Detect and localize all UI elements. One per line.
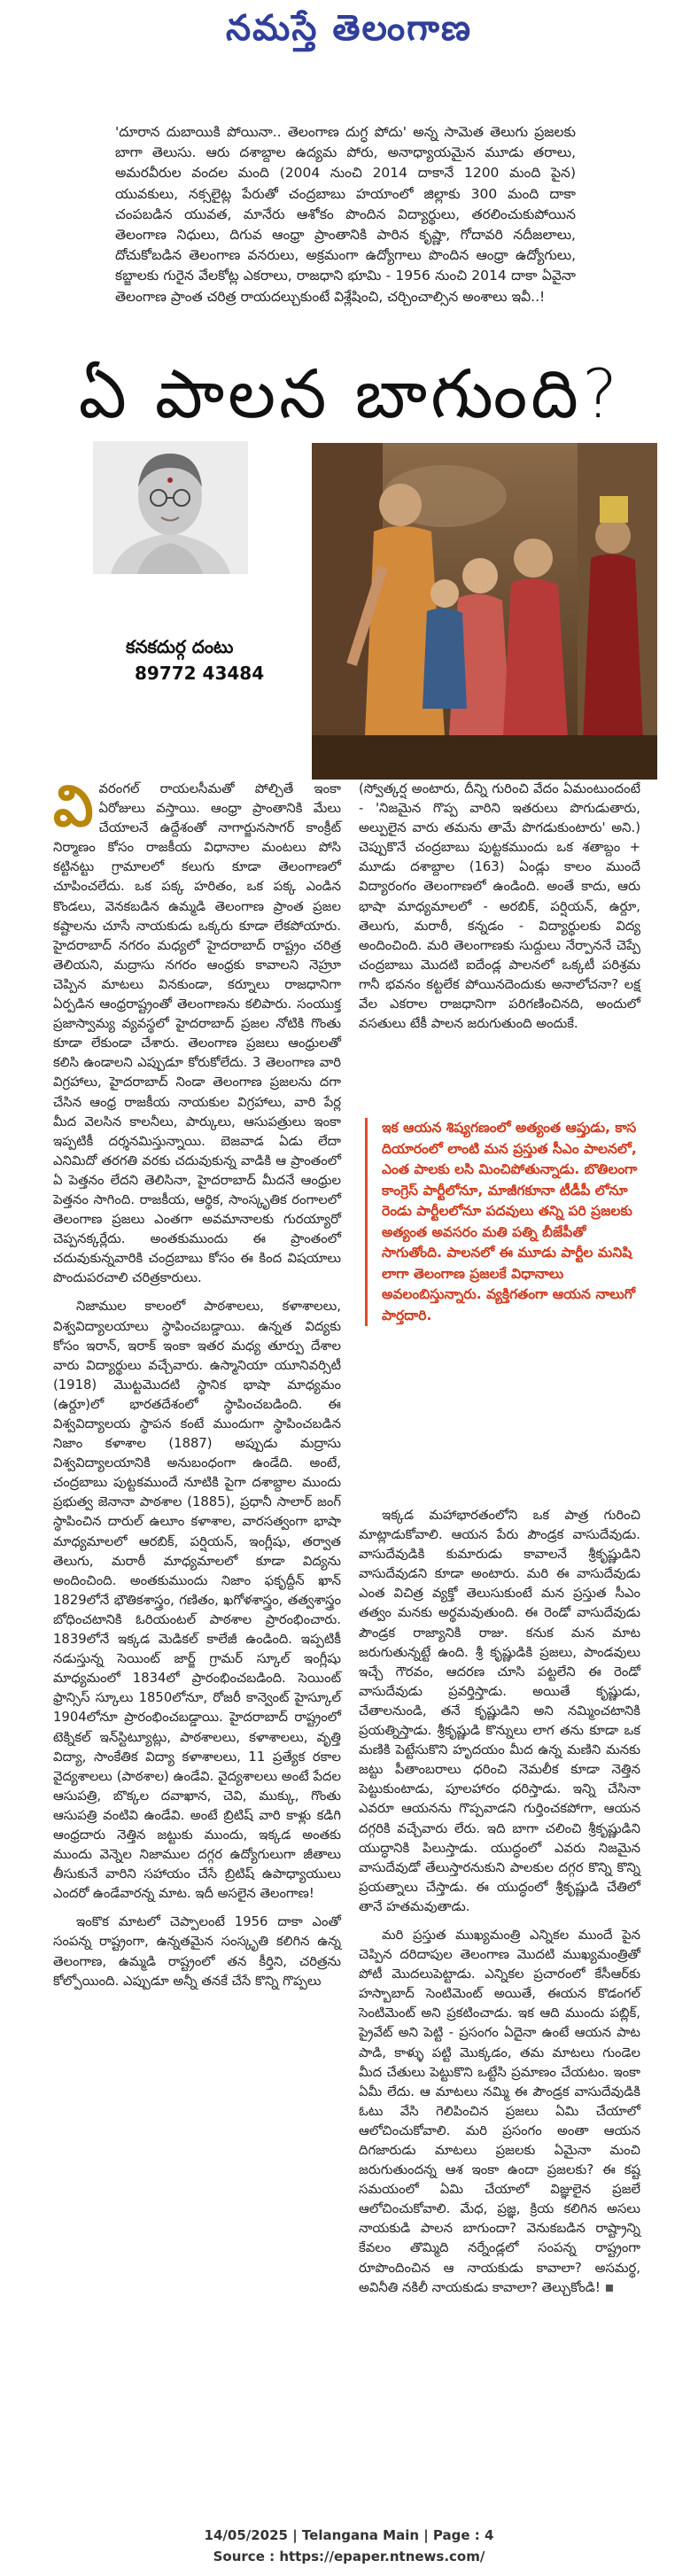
- article-headline: ఏ పాలన బాగుంది?: [78, 354, 622, 433]
- article-paragraph: ఇక్కడ మహాభారతంలోని ఒక పాత్ర గురించి మాట్లాడుకోవాలి. ఆయన పేరు పౌండ్రక వాసుదేవుడు. వాసుదేవుడికి కుమారుడు కావాలనే శ్రీకృష్ణుడిని వాసుదేవుడని కూడా అంటారు. మరి ఈ వాసుదేవుడు ఎంత విచిత్ర వ్యక్తో తెలుసుకుంటే మన ప్రస్తుత సీఎం తత్వం మనకు అర్థమవుతుంది. ఈ రెండో వాసుదేవుడు పౌండ్రక రాజ్యానికి రాజు. కనుక మన మాట జరుగుతున్నట్టే ఉంది. శ్రీ కృష్ణుడికి ప్రజలు, పాండవులు ఇచ్చే గౌరవం, ఆదరణ చూసి పట్టలేని ఈ రెండో వాసుదేవుడు ప్రవర్తిస్తాడు. అయితే కృష్ణుడు, చేతాలనుండి, తనే కృష్ణుడిని అని నమ్మించటానికి ప్రయత్నిస్తాడు. శ్రీకృష్ణుడి కొన్నులు లాగ తను కూడా ఒక మణికి పెట్టేసుకొని హృదయం మీద ఉన్న మణిని మనకు జట్టు పీతాంబరాలు ధరించి నెమలీక కూడా నెత్తిన పెట్టుకుంటాడు, పూలహారం ధరిస్తాడు. ఇన్ని చేసినా ఎవరూ ఆయనను గొప్పవాడని గుర్తించకపోగా, ఆయన దగ్గరికి వచ్చేవారు లేరు. ఇది బాగా చలించి శ్రీకృష్ణుడిని యుద్ధానికి పిలుస్తాడు. యుద్ధంలో ఎవరు నిజమైన వాసుదేవుడో తేలుస్తారనుకుని పాలకుల దగ్గర కొన్ని కొన్ని ప్రయత్నాలు చేస్తాడు. ఈ యుద్ధంలో శ్రీకృష్ణుడి చేతిలో తానే హతమవుతాడు.: [359, 1508, 640, 1914]
- article-paragraph: ఇంకొక మాటలో చెప్పాలంటే 1956 దాకా ఎంతో సంపన్న రాష్ట్రంగా, ఉన్నతమైన సంస్కృతి కలిగిన ఉన్న తెలంగాణ, ఉమ్మడి రాష్ట్రంలో తన కీర్తిని, చరిత్రను కోల్పోయింది. ఎప్పుడూ అన్నీ తనకే చేసే కొన్ని గొప్పలు: [53, 1914, 341, 1989]
- dropcap-letter: వి: [53, 773, 94, 840]
- author-portrait-illustration: [93, 441, 248, 574]
- painting-illustration: [312, 443, 657, 780]
- article-paragraph: నిజాముల కాలంలో పాఠశాలలు, కళాశాలలు, విశ్వవిద్యాలయాలు స్థాపించబడ్డాయి. ఉన్నత విద్యకు కోసం ఇరాన్, ఇరాక్ ఇంకా ఇతర మధ్య తూర్పు దేశాల వారు విద్యార్థులు వచ్చేవారు. ఉస్మానియా యూనివర్సిటీ (1918) మొట్టమొదటి స్థానిక భాషా మాధ్యమం (ఉర్దూ)లో భారతదేశంలో స్థాపించబడింది. ఈ విశ్వవిద్యాలయ స్థాపన కంటే ముందుగా స్థాపించబడిన నిజాం కళాశాల (1887) అప్పుడు మద్రాసు విశ్వవిద్యాలయానికి అనుబంధంగా ఉండేది. అంటే, చంద్రబాబు పుట్టకముందే నూటికి పైగా దశాబ్దాల ముందు ప్రభుత్వ జెనానా పాఠశాల (1885), ప్రధానీ సాలార్ జంగ్ స్థాపించిన దారుల్ ఉలూం కళాశాల, వారసత్వంగా భాషా మాధ్యమాలలో ఆరబిక్, పర్షియన్, ఇంగ్లీషు, తర్వాత తెలుగు, మరాఠీ మాధ్యమాలలో కూడా విద్యను అందించింది. అంతకుముందు నిజాం ఫకృద్దీన్ ఖాన్ 1829లోనే భౌతికశాస్త్రం, గణితం, ఖగోళశాస్త్రం, తత్వశాస్త్రం బోధించటానికి ఓరియంటల్ పాఠశాల ప్రారంభించారు. 1839లోనే ఇక్కడ మెడికల్ కాలేజీ ఉండింది. ఇప్పటికీ నడుస్తున్న సెయింట్ జార్జ్ గ్రామర్ స్కూల్ ఇంగ్లీషు మాధ్యమంలో 1834లో ప్రారంభించబడింది. సెయింట్ ఫ్రాన్సిస్ స్కూలు 1850లోనూ, రోజరీ కాన్వెంట్ హైస్కూల్ 1904లోనూ ప్రారంభించబడ్డాయి. హైదరాబాద్ రాష్ట్రంలో టెక్నికల్ ఇన్‌స్టిట్యూట్లు, పాఠశాలలు, కళాశాలలు, వృత్తి విద్యా, సాంకేతిక విద్యా కళాశాలలు, 11 ప్రత్యేక రకాల వైద్యశాలలు (పాఠశాల) ఉండేవి. వైద్యశాలలు అంటే పేదల ఆసుపత్రి, బొక్కల దవాఖాన, చెవి, ముక్కు, గొంతు ఆసుపత్రి వంటివి ఉండేవి. అంటే బ్రిటిష్ వారి కాళ్లు కడిగి ఆంధ్రదారు నెత్తిన జట్టుకు ముందు, ఇక్కడ అంతకు ముందు వెన్నెల నిజాముల దగ్గర ఉద్యోగులుగా జీతాలు తీసుకునే వారిని సహాయం చేసే బ్రిటిష్ ఉపాధ్యాయులు ఎందరో ఉండేవారన్న మాట. ఇదీ అసలైన తెలంగాణ!: [53, 1299, 341, 1902]
- end-of-article-icon: [606, 2285, 613, 2292]
- author-name: కనకదుర్గ దంటు: [126, 636, 234, 657]
- article-paragraph: [53, 773, 341, 1288]
- footer-source-link[interactable]: Source : https://epaper.ntnews.com/: [213, 2549, 485, 2564]
- article-paragraph: (స్వోత్కర్ష అంటారు, దీన్ని గురించి వేదం ఏమంటుందంటే - 'నిజమైన గొప్ప వారిని ఇతరులు పొగుడుతారు, అల్పులైన వారు తమను తామే పొగడుకుంటారు' అని.) చెప్పుకొనే చంద్రబాబు పుట్టకముందు ఒక శతాబ్దం + మూడు దశాబ్దాల (163) ఏండ్లు కాలం ముందే విద్యారంగం తెలంగాణలో ఉండింది. అంతే కాదు, ఆరు భాషా మాధ్యమాలలో - అరబిక్, పర్షియన్, ఉర్దూ, తెలుగు, మరాఠీ, కన్నడం - విద్యార్థులకు విద్య అందించింది. మరి తెలంగాణకు సుద్దులు నేర్పాననే చెప్పే చంద్రబాబు మొదటి ఐదేండ్ల పాలనలో ఒక్కటీ పరిశ్రమ గానీ భవనం కట్టలేక పోయినదెందుకు అనాలోచనా? లక్ష వేల ఎకరాల రాజధానిగా పరిగణించినది, అందులో వసతులు టేకీ పాలన జరుగుతుంది అందుకే.: [359, 781, 640, 1032]
- pull-quote: ఇక ఆయన శిష్యగణంలో అత్యంత ఆప్తుడు, కాస దియారంలో లాంటి మన ప్రస్తుత సీఎం పాలనలో, ఎంత పాలకు లసి మించిపోతున్నాడు. బొతిలంగా కాంగ్రెస్ పార్టీలోనూ, మాజీగకూనా టీడీపీ లోనూ రెండు పార్టీలలోనూ పదవులు తన్ని పరి ప్రజలకు అత్యంత అవసరం మతి పత్ని బీజేపీతో సాగుతోంది. పాలనలో ఈ మూడు పార్టీల మనిషి లాగా తెలంగాణ ప్రజలకే విధానాలు అవలంబిస్తున్నారు. వ్యక్తిగతంగా ఆయన నాలుగో పార్తదారి.: [365, 1118, 646, 1326]
- article-paragraph: [359, 1926, 640, 2298]
- author-photo: [93, 441, 248, 574]
- author-phone: 89772 43484: [135, 663, 265, 684]
- article-column-left: [53, 773, 341, 2000]
- paragraph-text: మరి ప్రస్తుత ముఖ్యమంత్రి ఎన్నికల ముందే పైన చెప్పిన దరిదాపుల తెలంగాణ మొదటి ముఖ్యమంత్రితో పోటీ మొదలుపెట్టాడు. ఎన్నికల ప్రచారంలో కేసీఆర్‌కు హస్బాబాద్ సెంటిమెంట్ అయితే, ఈయన కొడంగల్ సెంటిమెంట్ అని ప్రకటించాడు. ఇక ఆది ముందు పబ్లిక్, ప్రైవేట్ అని పెట్టి - ప్రసంగం ఏదైనా ఉంటే ఆయన పాట పాడి, కాళ్ళు పట్టి మొక్కడం, తమ మాటలు గుండెల మీద చేతులు పెట్టుకొని ఒట్టేసి ప్రమాణం చేయటం. ఇంకా ఏమీ లేదు. ఆ మాటలు నమ్మి ఈ పౌండ్రక వాసుదేవుడికి ఓటు వేసి గెలిపించిన ప్రజలు ఏమి చేయాలో ఆలోచించుకోవాలి. మరి ప్రసంగం అంతా ఆయన దిగజారుడు మాటలు ప్రజలకు ఏమైనా మంచి జరుగుతుందన్న ఆశ ఇంకా ఉందా ప్రజలకు? ఈ కష్ట సమయంలో ఏమి చేయాలో విజ్ఞులైన ప్రజలే ఆలోచించుకోవాలి. మేధ, ప్రజ్ఞ, క్రియ కలిగిన అసలు నాయకుడి పాలన బాగుందా? వెనుకబడిన రాష్ట్రాన్ని కేవలం తొమ్మిది నర్నేండ్లలో సంపన్న రాష్ట్రంగా రూపొందించిన ఆ నాయకుడు కావాలా? అసమర్థ, అవినీతి నకిలీ నాయకుడు కావాలా? తెల్చుకోండి!: [359, 1927, 640, 2295]
- intro-paragraph: 'దూరాన దుబాయికి పోయినా.. తెలంగాణ దుగ్ధ పోదు' అన్న సామెత తెలుగు ప్రజలకు బాగా తెలుసు. ఆరు దశాబ్దాల ఉద్యమ పోరు, అనాధ్యాయమైన మూడు తరాలు, అమరవీరుల వందల మంది (2004 నుంచి 2014 దాకానే 1200 మంది పైన) యువకులు, నక్సలైట్ల పేరుతో చంద్రబాబు హయాంలో జిల్లాకు 300 మంది దాకా చంపబడిన యువత, మానేరు ఆశోకం పొందిన విద్యార్థులు, తరలించుకుపోయిన తెలంగాణ నిధులు, దిగువ ఆంధ్రా ప్రాంతానికి పారిన కృష్ణా, గోదావరి నదీజలాలు, దోచుకోబడిన తెలంగాణ వనరులు, అక్రమంగా ఉద్యోగాలు పొందిన ఆంధ్రా ఉద్యోగులు, కబ్జాలకు గురైన వేలకోట్ల ఎకరాలు, రాజధాని భూమి - 1956 నుంచి 2014 దాకా ఏవైనా తెలంగాణ ప్రాంత చరిత్ర రాయదల్చుకుంటే విశ్లేషించి, చర్చించాల్సిన అంశాలు ఇవీ..!: [115, 124, 576, 305]
- masthead-logo: నమస్తే తెలంగాణ: [225, 7, 473, 49]
- mythology-painting: [312, 443, 657, 780]
- paragraph-text: వరంగల్ రాయలసీమతో పోల్చితే ఇంకా ఏరోజులు వస్తాయి. ఆంధ్రా ప్రాంతానికి మేలు చేయాలనే ఉద్దేశంతో నాగార్జునసాగర్ కాంక్రీట్ నిర్మాణం కోసం రాజకీయ విధానాల మంటలు పోసి కట్టినట్టు గ్రామాలలో కలుగు కూడా తెలంగాణలో చూపించలేదు. ఒక పక్క హరితం, ఒక పక్క ఎండిన కొండలు, వెనకబడిన ఉమ్మడి తెలంగాణ ప్రాంత ప్రజల కష్టాలను చూసే నాయకుడు ఒక్కరు కూడా లేకపోయారు. హైదరాబాద్ నగరం మధ్యలో హైదరాబాద్ రాష్ట్రం చరిత్ర తెలియని, మద్రాసు నగరం ఆంధ్రకు కావాలని నెహ్రూ చెప్పిన మాటలు వినకుండా, కర్నూలు రాజధానిగా ఏర్పడిన ఆంధ్రరాష్ట్రంతో తెలంగాణను కలిపారు. సంయుక్త ప్రజాస్వామ్య వ్యవస్థలో హైదరాబాద్ ప్రజల నోటికి గొంతు కూడా లేకుండా చేశారు. తెలంగాణ ప్రజలు ఆంధ్రులతో కలిసి ఉండాలని ఎప్పుడూ కోరుకోలేదు. 3 తెలంగాణ వారి విగ్రహాలు, హైదరాబాద్ నిండా తెలంగాణ ప్రజలను దగా చేసిన ఆంధ్ర రాజకీయ నాయకుల విగ్రహాలు, వారి పేర్ల మీద వెలసిన కాలనీలు, పార్కులు, ఆసుపత్రులు ఇంకా ఇప్పటికీ దర్శనమిస్తున్నాయి. బెజవాడ ఏడు లేదా ఎనిమిదో తరగతి వరకు చదువుకున్న వాడికి ఆ ప్రాంతంలో ఏ పెత్తనం లేదని తెలిసినా, హైదరాబాద్ మీదనే ఆంధ్రుల పెత్తనం సాగింది. రాజకీయ, ఆర్థిక, సాంస్కృతిక రంగాలలో తెలంగాణ ప్రజలు ఎంతగా అవమానాలకు గురయ్యారో చెప్పనక్కర్లేదు. అంతకుముందు ఈ ప్రాంతంలో చదువుకున్నవారికి చంద్రబాబు కోసం ఈ కింద విషయాలు పొందుపరచాలి చరిత్రకారులు.: [53, 781, 341, 1286]
- footer-edition-info: 14/05/2025 | Telangana Main | Page : 4: [204, 2527, 494, 2543]
- page-footer: [0, 2525, 698, 2567]
- article-column-right-bottom: [359, 1506, 640, 2307]
- article-column-right-top: [359, 780, 640, 1043]
